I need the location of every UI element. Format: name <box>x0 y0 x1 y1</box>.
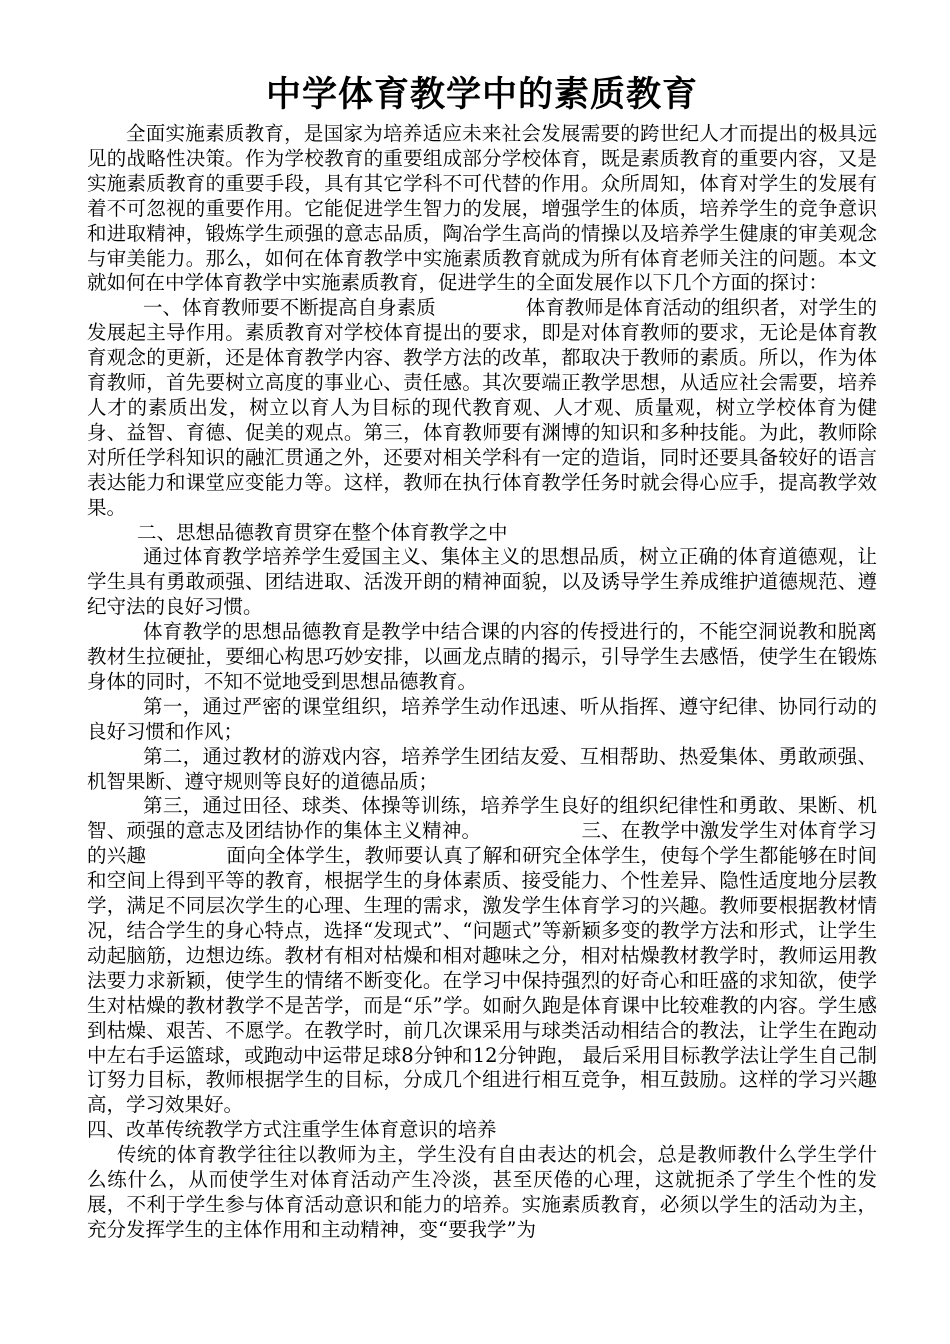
section-4-body: 传统的体育教学往往以教师为主，学生没有自由表达的机会，总是教师教什么学生学什么练什么，从而使学生对体育活动产生冷淡，甚至厌倦的心理，这就扼杀了学生个性的发展，不利于学生参与体育活动意识和能力的培养。实施素质教育，必须以学生的活动为主，充分发挥学生的主体作用和主动精神，变“要我学”为 <box>87 1143 877 1241</box>
intro-paragraph: 全面实施素质教育，是国家为培养适应未来社会发展需要的跨世纪人才而提出的极具远见的战略性决策。作为学校教育的重要组成部分学校体育，既是素质教育的重要内容，又是实施素质教育的重要手段，具有其它学科不可代替的作用。众所周知，体育对学生的发展有着不可忽视的重要作用。它能促进学生智力的发展，增强学生的体质，培养学生的竞争意识和进取精神，锻炼学生顽强的意志品质，陶冶学生高尚的情操以及培养学生健康的审美观念与审美能力。那么，如何在体育教学中实施素质教育就成为所有体育老师关注的问题。本文就如何在中学体育教学中实施素质教育，促进学生的全面发展作以下几个方面的探讨： <box>87 122 877 295</box>
document-page <box>87 68 877 1243</box>
section-1-heading: 一、体育教师要不断提高自身素质 <box>143 296 436 320</box>
section-3-body: 面向全体学生，教师要认真了解和研究全体学生，使每个学生都能够在时间和空间上得到平等的教育，根据学生的身体素质、接受能力、个性差异、隐性适度地分层教学，满足不同层次学生的心理、生理的需求，激发学生体育学习的兴趣。教师要根据教材情况，结合学生的身心特点，选择“发现式”、“问题式”等新颖多变的教学方法和形式，让学生动起脑筋，边想边练。教材有相对枯燥和相对趣味之分，相对枯燥教材教学时，教师运用教法要力求新颖，使学生的情绪不断变化。在学习中保持强烈的好奇心和旺盛的求知欲，使学生对枯燥的教材教学不是苦学，而是“乐”学。如耐久跑是体育课中比较难教的内容。学生感到枯燥、艰苦、不愿学。在教学时，前几次课采用与球类活动相结合的教法，让学生在跑动中左右手运篮球，或跑动中运带足球8分钟和12分钟跑， 最后采用目标教学法让学生自己制订努力目标，教师根据学生的目标，分成几个组进行相互竞争，相互鼓励。这样的学习兴趣高，学习效果好。 <box>87 844 877 1117</box>
section-2-heading-text: 二、思想品德教育贯穿在整个体育教学之中 <box>137 520 508 544</box>
section-2-paragraph-5: 第三，通过田径、球类、体操等训练，培养学生良好的组织纪律性和勇敢、果断、机智、顽强的意志及团结协作的集体主义精神。 <box>87 794 877 843</box>
document-title: 中学体育教学中的素质教育 <box>265 74 698 115</box>
section-2-paragraph-2: 体育教学的思想品德教育是教学中结合课的内容的传授进行的，不能空洞说教和脱离教材生拉硬扯，要细心构思巧妙安排，以画龙点睛的揭示，引导学生去感悟，使学生在锻炼身体的同时，不知不觉地受到思想品德教育。 <box>87 620 877 693</box>
section-4-heading: 四、改革传统教学方式注重学生体育意识的培养 <box>87 1118 497 1142</box>
section-2-and-3-paragraph <box>87 794 877 1118</box>
section-2-heading <box>87 521 877 546</box>
section-2-paragraph-4: 第二，通过教材的游戏内容，培养学生团结友爱、互相帮助、热爱集体、勇敢顽强、机智果断、遵守规则等良好的道德品质； <box>87 744 877 793</box>
section-1-paragraph <box>87 296 877 520</box>
section-1-body: 体育教师是体育活动的组织者，对学生的发展起主导作用。素质教育对学校体育提出的要求，即是对体育教师的要求，无论是体育教育观念的更新，还是体育教学内容、教学方法的改革，都取决于教师的素质。所以，作为体育教师，首先要树立高度的事业心、责任感。其次要端正教学思想，从适应社会需要，培养人才的素质出发，树立以育人为目标的现代教育观、人才观、质量观，树立学校体育为健身、益智、育德、促美的观点。第三，体育教师要有渊博的知识和多种技能。为此，教师除对所任学科知识的融汇贯通之外，还要对相关学科有一定的造诣，同时还要具备较好的语言表达能力和课堂应变能力等。这样，教师在执行体育教学任务时就会得心应手，提高教学效果。 <box>87 296 877 519</box>
section-2-paragraph-1: 通过体育教学培养学生爱国主义、集体主义的思想品质，树立正确的体育道德观，让学生具有勇敢顽强、团结进取、活泼开朗的精神面貌，以及诱导学生养成维护道德规范、遵纪守法的良好习惯。 <box>87 545 877 619</box>
section-2-paragraph-3: 第一，通过严密的课堂组织，培养学生动作迅速、听从指挥、遵守纪律、协同行动的良好习惯和作风； <box>87 694 877 743</box>
section-3-heading: 三、在教学中激发学生对体育学习的兴趣 <box>87 819 877 868</box>
